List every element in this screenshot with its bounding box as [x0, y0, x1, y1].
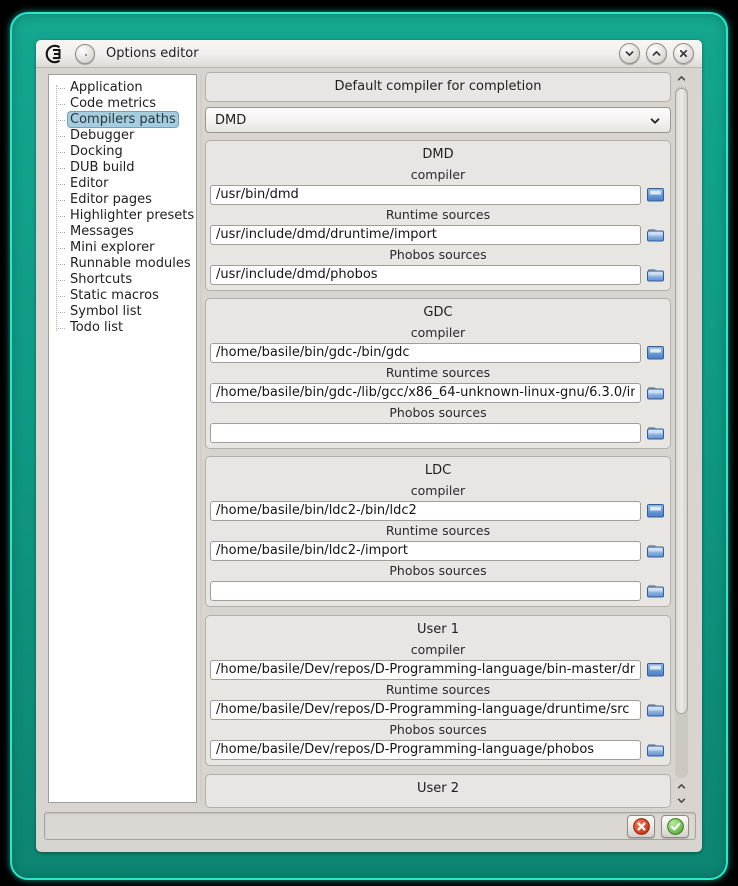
accept-button[interactable] [661, 815, 689, 838]
categories-panel [48, 74, 197, 803]
open-file-button[interactable] [645, 185, 666, 204]
folder-open-icon [646, 424, 665, 441]
open-folder-button[interactable] [645, 740, 666, 759]
sidebar-item-editor-pages[interactable]: Editor pages [49, 192, 196, 208]
cancel-icon [632, 817, 651, 836]
sidebar-item-shortcuts[interactable]: Shortcuts [49, 272, 196, 288]
folder-open-icon [646, 266, 665, 283]
chevron-down-icon [624, 48, 635, 59]
window-title: Options editor [106, 46, 199, 61]
group-user1 [205, 615, 671, 766]
user1-phobos-input[interactable] [210, 740, 641, 760]
field-label-runtime: Runtime sources [385, 207, 491, 222]
default-compiler-title: Default compiler for completion [334, 79, 542, 94]
sidebar-item-dub-build[interactable]: DUB build [49, 160, 196, 176]
open-folder-button[interactable] [645, 423, 666, 442]
group-title: DMD [422, 147, 454, 162]
close-button[interactable] [673, 43, 694, 64]
scroll-up-icon[interactable] [675, 72, 688, 85]
field-label-phobos: Phobos sources [389, 405, 487, 420]
file-open-icon [646, 661, 665, 678]
folder-open-icon [646, 701, 665, 718]
sidebar-item-static-macros[interactable]: Static macros [49, 288, 196, 304]
field-label-phobos: Phobos sources [389, 247, 487, 262]
field-label-runtime: Runtime sources [385, 365, 491, 380]
folder-open-icon [646, 741, 665, 758]
open-folder-button[interactable] [645, 581, 666, 600]
user1-compiler-input[interactable] [210, 660, 641, 680]
options-scrollbar[interactable] [674, 72, 689, 809]
ldc-compiler-input[interactable] [210, 501, 641, 521]
user1-runtime-input[interactable] [210, 700, 641, 720]
sidebar-item-application[interactable]: Application [49, 80, 196, 96]
sidebar-item-editor[interactable]: Editor [49, 176, 196, 192]
open-file-button[interactable] [645, 343, 666, 362]
sidebar-item-docking[interactable]: Docking [49, 144, 196, 160]
dmd-compiler-input[interactable] [210, 185, 641, 205]
dialog-footer [44, 812, 696, 840]
accept-icon [666, 817, 685, 836]
group-dmd [205, 140, 671, 291]
file-open-icon [646, 344, 665, 361]
titlebar[interactable] [36, 40, 702, 68]
folder-open-icon [646, 582, 665, 599]
field-label-compiler: compiler [410, 642, 466, 657]
sidebar-item-runnable-modules[interactable]: Runnable modules [49, 256, 196, 272]
sidebar-item-mini-explorer[interactable]: Mini explorer [49, 240, 196, 256]
folder-open-icon [646, 226, 665, 243]
scrollbar-thumb[interactable] [675, 88, 688, 714]
open-folder-button[interactable] [645, 225, 666, 244]
window-frame [10, 12, 728, 880]
sidebar-splitter[interactable] [200, 74, 202, 803]
scroll-down-icon[interactable] [675, 794, 688, 807]
sidebar-item-compilers-paths[interactable]: Compilers paths [49, 112, 196, 128]
folder-open-icon [646, 542, 665, 559]
field-label-phobos: Phobos sources [389, 563, 487, 578]
field-label-compiler: compiler [410, 325, 466, 340]
group-ldc [205, 456, 671, 607]
scroll-up-icon[interactable] [675, 780, 688, 793]
file-open-icon [646, 502, 665, 519]
default-compiler-select[interactable] [205, 107, 671, 133]
gdc-runtime-input[interactable] [210, 383, 641, 403]
close-icon [678, 48, 689, 59]
unshade-button[interactable] [646, 43, 667, 64]
dmd-runtime-input[interactable] [210, 225, 641, 245]
gdc-phobos-input[interactable] [210, 423, 641, 443]
group-gdc [205, 298, 671, 449]
dmd-phobos-input[interactable] [210, 265, 641, 285]
sidebar-item-todo-list[interactable]: Todo list [49, 320, 196, 336]
coedit-logo-icon [44, 44, 66, 64]
group-title: User 1 [416, 622, 460, 637]
group-title: User 2 [416, 781, 460, 796]
ldc-runtime-input[interactable] [210, 541, 641, 561]
sidebar-item-debugger[interactable]: Debugger [49, 128, 196, 144]
chevron-down-icon [649, 115, 661, 131]
sidebar-item-messages[interactable]: Messages [49, 224, 196, 240]
group-title: LDC [424, 463, 452, 478]
sidebar-item-symbol-list[interactable]: Symbol list [49, 304, 196, 320]
sidebar-item-highlighter-presets[interactable]: Highlighter presets [49, 208, 196, 224]
open-file-button[interactable] [645, 660, 666, 679]
folder-open-icon [646, 384, 665, 401]
open-folder-button[interactable] [645, 700, 666, 719]
field-label-phobos: Phobos sources [389, 722, 487, 737]
file-open-icon [646, 186, 665, 203]
field-label-compiler: compiler [410, 167, 466, 182]
compilers-paths-panel [205, 72, 671, 809]
gdc-compiler-input[interactable] [210, 343, 641, 363]
ldc-phobos-input[interactable] [210, 581, 641, 601]
group-user2 [205, 774, 671, 808]
categories-tree [49, 75, 196, 336]
default-compiler-group [205, 72, 671, 102]
window-menu-button[interactable] [75, 44, 95, 64]
open-file-button[interactable] [645, 501, 666, 520]
cancel-button[interactable] [627, 815, 655, 838]
open-folder-button[interactable] [645, 383, 666, 402]
chevron-up-icon [651, 48, 662, 59]
field-label-compiler: compiler [410, 483, 466, 498]
options-editor-window [36, 40, 702, 852]
sidebar-item-code-metrics[interactable]: Code metrics [49, 96, 196, 112]
open-folder-button[interactable] [645, 541, 666, 560]
group-title: GDC [423, 305, 453, 320]
field-label-runtime: Runtime sources [385, 682, 491, 697]
default-compiler-value: DMD [215, 112, 247, 128]
shade-button[interactable] [619, 43, 640, 64]
field-label-runtime: Runtime sources [385, 523, 491, 538]
open-folder-button[interactable] [645, 265, 666, 284]
